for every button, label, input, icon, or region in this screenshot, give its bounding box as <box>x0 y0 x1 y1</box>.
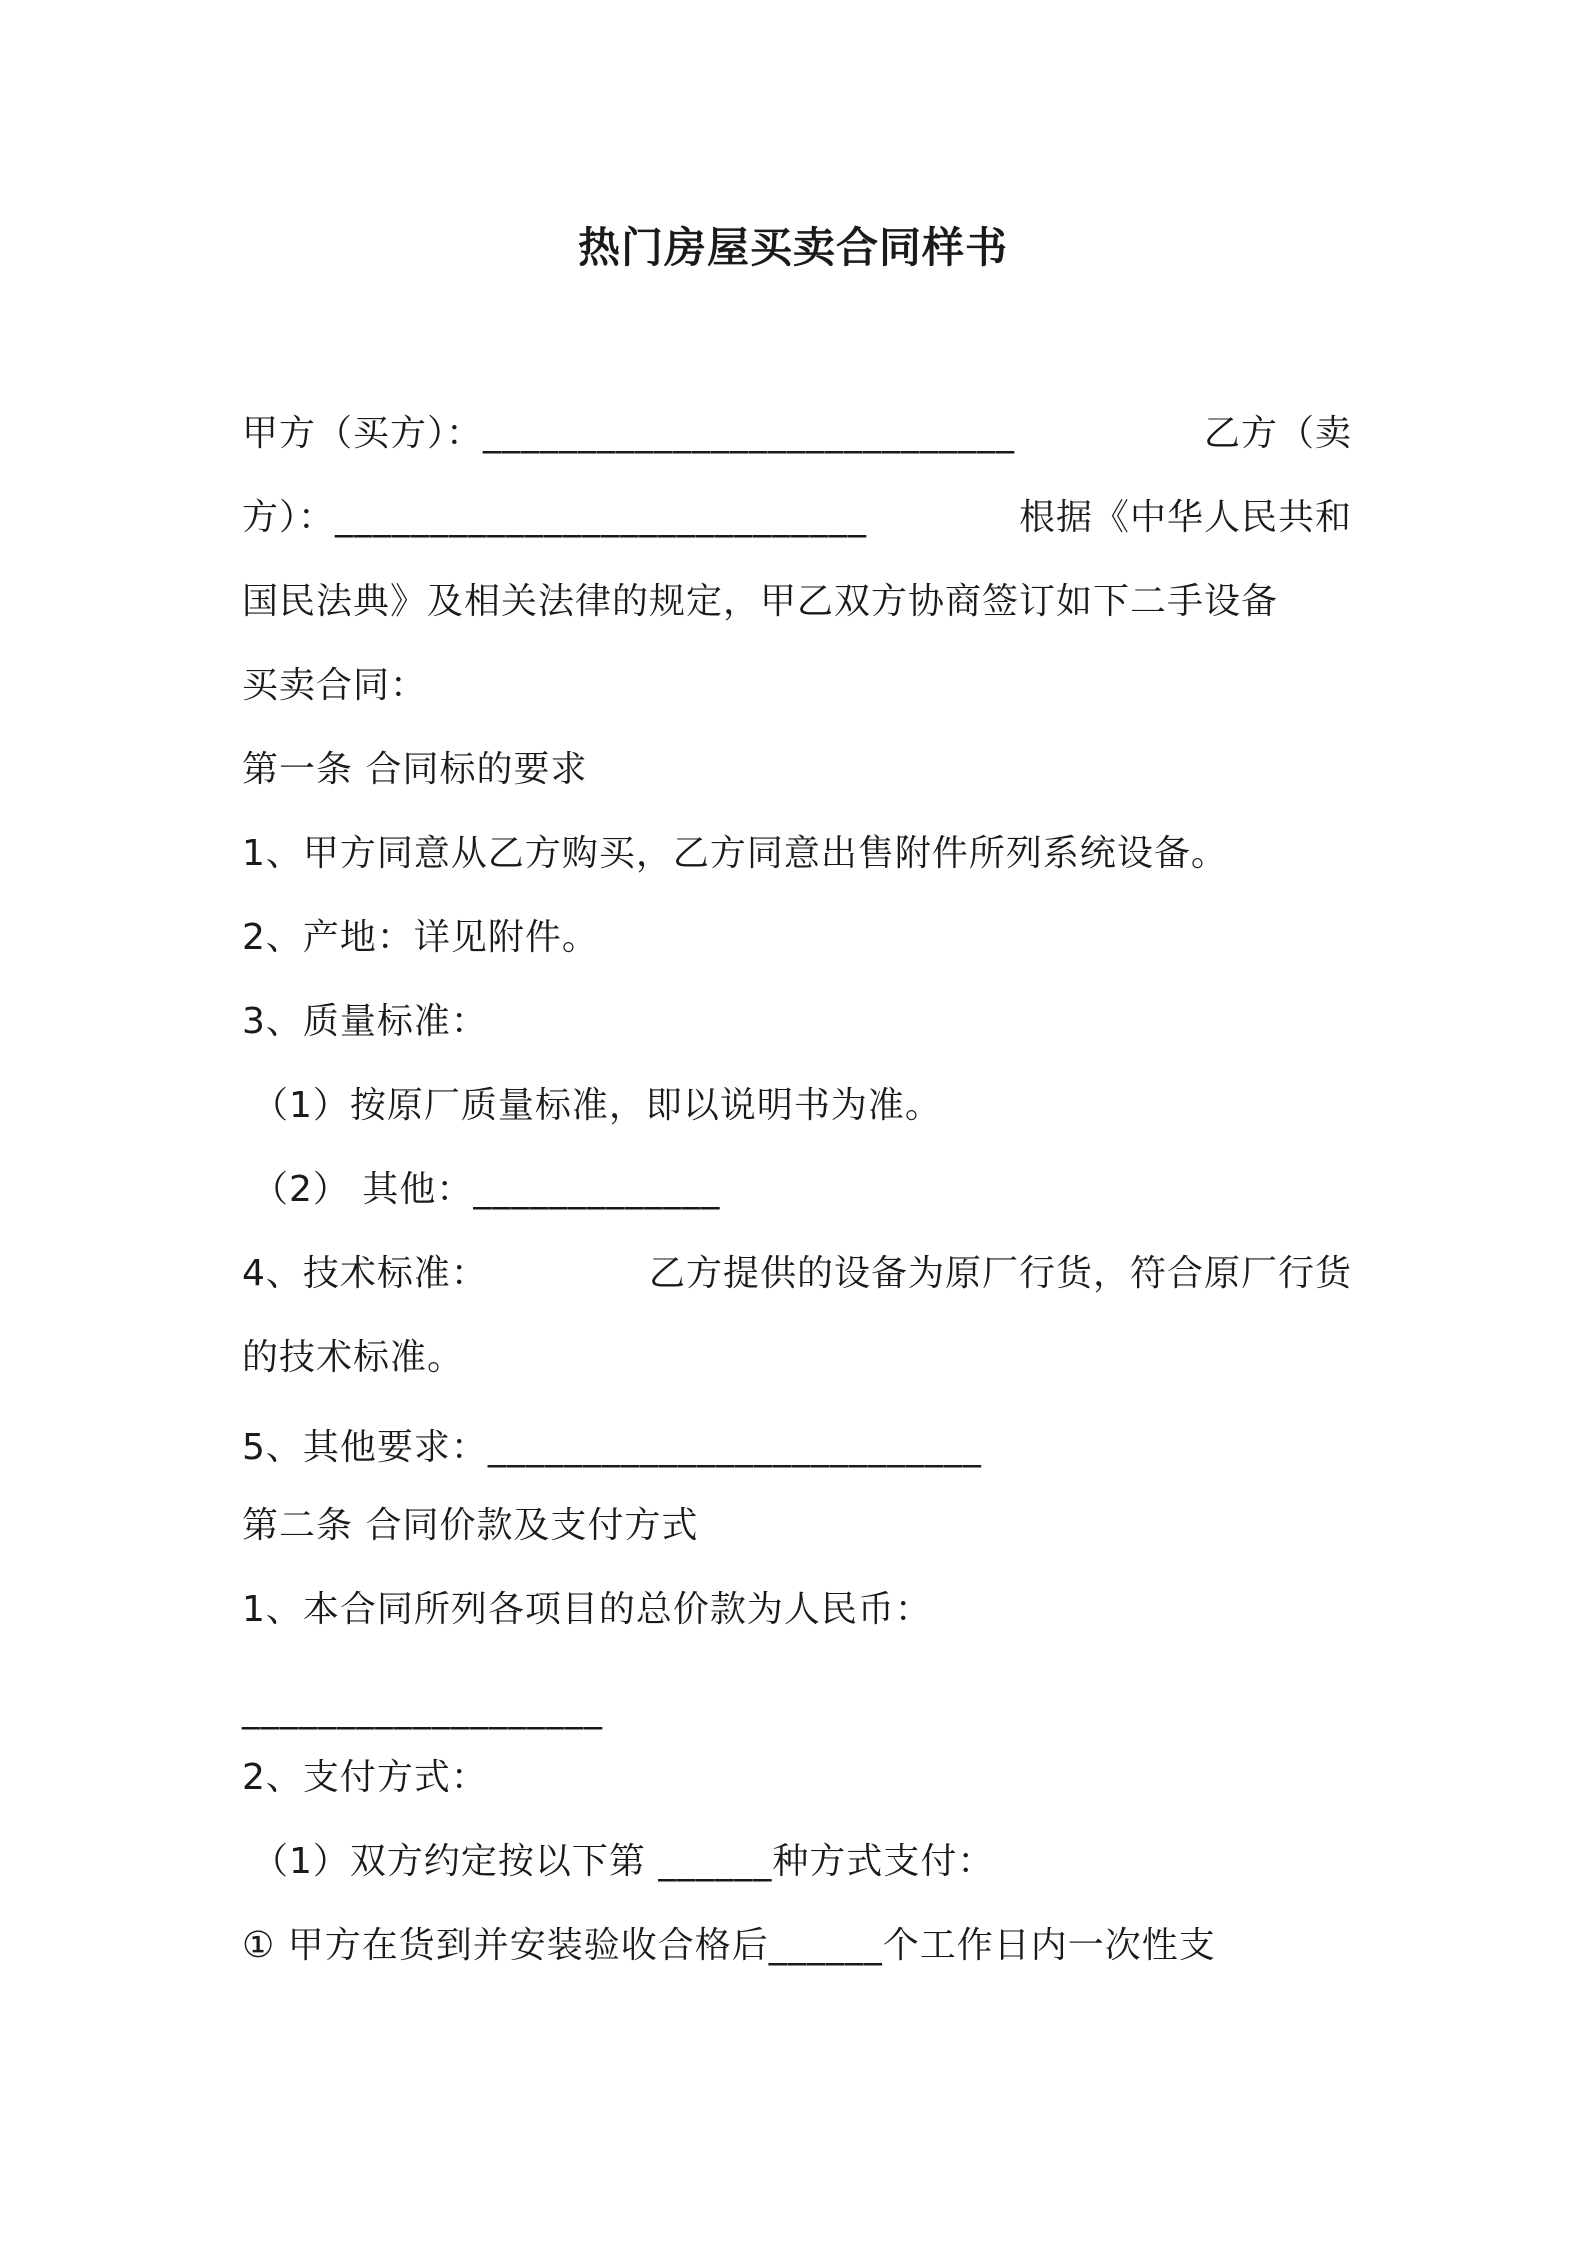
party-b-text: 方）：____________________________ <box>242 497 868 538</box>
article-1-item-5: 5、其他要求：__________________________ <box>242 1427 982 1468</box>
article-2-item-1: 1、本合同所列各项目的总价款为人民币： <box>242 1589 932 1630</box>
legal-basis-end: 买卖合同： <box>242 665 428 706</box>
party-b-line <box>242 492 1352 544</box>
quality-sub-1: （1）按原厂质量标准，即以说明书为准。 <box>252 1085 942 1126</box>
party-a-text: 甲方（买方）：____________________________ <box>242 413 1016 454</box>
party-a-line <box>242 408 1352 460</box>
party-b-label: 乙方（卖 <box>1203 413 1352 454</box>
payment-sub-1: （1）双方约定按以下第 ______种方式支付： <box>252 1841 995 1882</box>
article-1-item-2: 2、产地：详见附件。 <box>242 917 599 958</box>
total-price-blank: ___________________ <box>242 1689 603 1730</box>
tech-standard-end: 的技术标准。 <box>242 1337 465 1378</box>
legal-basis-start: 根据《中华人民共和 <box>1018 497 1352 538</box>
payment-option-1: ① 甲方在货到并安装验收合格后______个工作日内一次性支 <box>242 1925 1216 1966</box>
tech-standard-text: 乙方提供的设备为原厂行货，符合原厂行货 <box>648 1253 1352 1294</box>
legal-basis-line: 国民法典》及相关法律的规定，甲乙双方协商签订如下二手设备 <box>242 581 1279 622</box>
article-1-item-3: 3、质量标准： <box>242 1001 488 1042</box>
quality-sub-2: （2） 其他：_____________ <box>252 1169 721 1210</box>
article-2-heading: 第二条 合同价款及支付方式 <box>242 1505 699 1546</box>
article-2-item-2: 2、支付方式： <box>242 1757 488 1798</box>
article-1-item-4 <box>242 1248 1352 1300</box>
article-1-heading: 第一条 合同标的要求 <box>242 749 588 790</box>
document-title: 热门房屋买卖合同样书 <box>577 223 1008 272</box>
tech-standard-label: 4、技术标准： <box>242 1253 488 1294</box>
article-1-item-1: 1、甲方同意从乙方购买，乙方同意出售附件所列系统设备。 <box>242 833 1228 874</box>
